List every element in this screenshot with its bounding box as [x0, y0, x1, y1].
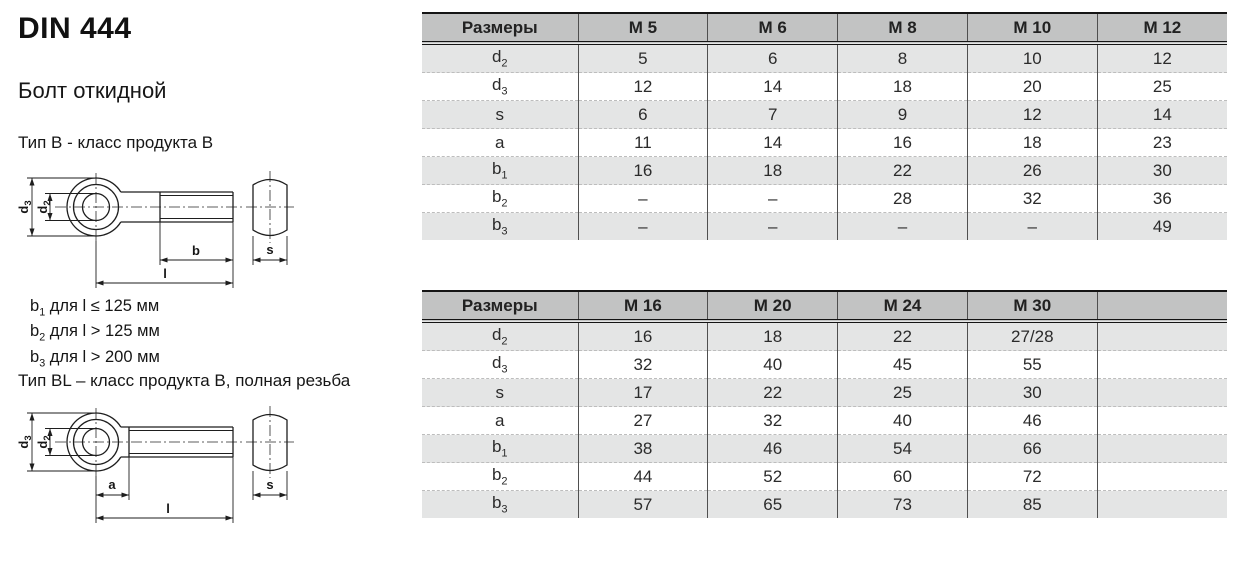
svg-text:a: a	[108, 477, 116, 492]
value-cell: 36	[1097, 185, 1227, 213]
value-cell: 73	[838, 491, 968, 519]
value-cell: 32	[578, 351, 708, 379]
header-row	[422, 13, 1227, 43]
value-cell: 20	[967, 73, 1097, 101]
row-label: $d_2$	[491, 47, 508, 70]
column-header: M 24	[838, 291, 968, 321]
table-row	[422, 185, 1227, 213]
value-cell: 6	[708, 43, 838, 73]
value-cell: 12	[1097, 43, 1227, 73]
row-label: $b_1$	[422, 157, 578, 185]
value-cell: 27/28	[967, 321, 1097, 351]
table-row	[422, 73, 1227, 101]
table-row	[422, 213, 1227, 241]
value-cell: 23	[1097, 129, 1227, 157]
type-bl-drawing	[10, 400, 340, 535]
value-cell: 44	[578, 463, 708, 491]
value-cell: –	[838, 213, 968, 241]
row-label: a	[422, 129, 578, 157]
column-header: M 8	[838, 13, 968, 43]
value-cell: 18	[708, 321, 838, 351]
value-cell: 45	[838, 351, 968, 379]
svg-text:d3: $d_3$	[16, 435, 34, 449]
header-row	[422, 291, 1227, 321]
value-cell: 40	[838, 407, 968, 435]
value-cell: 57	[578, 491, 708, 519]
value-cell: 22	[838, 321, 968, 351]
row-label: a	[422, 407, 578, 435]
value-cell: 14	[1097, 101, 1227, 129]
row-label: $d_3$	[422, 351, 578, 379]
row-label: $b_2$	[422, 185, 578, 213]
value-cell: 85	[967, 491, 1097, 519]
empty-cell	[1097, 435, 1227, 463]
thread-length-notes	[30, 297, 160, 373]
value-cell: 12	[578, 73, 708, 101]
value-cell: 46	[967, 407, 1097, 435]
value-cell: 16	[578, 157, 708, 185]
empty-cell	[1097, 463, 1227, 491]
spec-table	[422, 12, 1227, 240]
dimension-b	[160, 222, 233, 288]
table-row	[422, 435, 1227, 463]
table-row	[422, 129, 1227, 157]
svg-text:l: l	[163, 266, 167, 281]
empty-cell	[1097, 351, 1227, 379]
value-cell: 40	[708, 351, 838, 379]
value-cell: 25	[1097, 73, 1227, 101]
value-cell: 18	[967, 129, 1097, 157]
empty-cell	[1097, 407, 1227, 435]
value-cell: 17	[578, 379, 708, 407]
value-cell: 72	[967, 463, 1097, 491]
value-cell: 66	[967, 435, 1097, 463]
note-line: $b_1$ для l ≤ 125 мм	[30, 297, 160, 319]
value-cell: 32	[967, 185, 1097, 213]
value-cell: 5	[578, 43, 708, 73]
value-cell: 54	[838, 435, 968, 463]
size-table-m16-m30	[422, 290, 1227, 518]
value-cell: 32	[708, 407, 838, 435]
svg-text:d2: $d_2$	[35, 435, 53, 449]
column-header: M 30	[967, 291, 1097, 321]
dimension-s	[253, 471, 287, 500]
column-header: M 10	[967, 13, 1097, 43]
value-cell: 55	[967, 351, 1097, 379]
empty-cell	[1097, 321, 1227, 351]
value-cell: 14	[708, 73, 838, 101]
side-view	[253, 180, 287, 236]
table-row	[422, 101, 1227, 129]
row-label: $b_3$	[422, 213, 578, 241]
value-cell: 22	[838, 157, 968, 185]
value-cell: 18	[838, 73, 968, 101]
value-cell: 6	[578, 101, 708, 129]
value-cell: 9	[838, 101, 968, 129]
spec-table	[422, 290, 1227, 518]
table-row	[422, 43, 1227, 73]
value-cell: 52	[708, 463, 838, 491]
table-row	[422, 157, 1227, 185]
empty-column-header	[1097, 291, 1227, 321]
value-cell: 65	[708, 491, 838, 519]
note-line: $b_3$ для l > 200 мм	[30, 347, 160, 369]
column-header: M 20	[708, 291, 838, 321]
table-row	[422, 351, 1227, 379]
side-view	[253, 415, 287, 471]
value-cell: 49	[1097, 213, 1227, 241]
svg-text:b: b	[192, 243, 200, 258]
type-b-drawing	[10, 165, 340, 300]
value-cell: 14	[708, 129, 838, 157]
column-header: M 6	[708, 13, 838, 43]
dimension-l	[96, 457, 233, 523]
value-cell: 46	[708, 435, 838, 463]
empty-cell	[1097, 379, 1227, 407]
value-cell: –	[708, 213, 838, 241]
table-row	[422, 463, 1227, 491]
value-cell: 7	[708, 101, 838, 129]
table-row	[422, 321, 1227, 351]
value-cell: 8	[838, 43, 968, 73]
row-label: $b_2$	[422, 463, 578, 491]
value-cell: 22	[708, 379, 838, 407]
standard-title: DIN 444	[18, 12, 132, 45]
value-cell: 16	[578, 321, 708, 351]
value-cell: 11	[578, 129, 708, 157]
column-header: M 12	[1097, 13, 1227, 43]
row-label: $b_3$	[422, 491, 578, 519]
value-cell: –	[578, 213, 708, 241]
value-cell: –	[578, 185, 708, 213]
svg-text:d3: $d_3$	[16, 200, 34, 214]
product-title: Болт откидной	[18, 78, 167, 103]
dimension-l	[96, 241, 233, 288]
value-cell: 38	[578, 435, 708, 463]
svg-text:l: l	[166, 501, 170, 516]
table-row	[422, 491, 1227, 519]
value-cell: 16	[838, 129, 968, 157]
value-cell: 30	[967, 379, 1097, 407]
sizes-header: Размеры	[422, 13, 578, 43]
value-cell: 26	[967, 157, 1097, 185]
row-label: $d_3$	[422, 73, 578, 101]
note-line: $b_2$ для l > 125 мм	[30, 322, 160, 344]
empty-cell	[1097, 491, 1227, 519]
table-row	[422, 379, 1227, 407]
row-label: $d_2$	[491, 325, 508, 348]
svg-text:s: s	[266, 242, 274, 257]
row-label: $b_1$	[422, 435, 578, 463]
size-table-m5-m12	[422, 12, 1227, 240]
column-header: M 16	[578, 291, 708, 321]
sizes-header: Размеры	[422, 291, 578, 321]
column-header: M 5	[578, 13, 708, 43]
dimension-s	[253, 236, 287, 265]
value-cell: –	[967, 213, 1097, 241]
value-cell: 12	[967, 101, 1097, 129]
row-label: s	[422, 379, 578, 407]
type-b-heading: Тип B - класс продукта B	[18, 133, 214, 152]
row-label: s	[422, 101, 578, 129]
value-cell: 27	[578, 407, 708, 435]
value-cell: 30	[1097, 157, 1227, 185]
value-cell: 60	[838, 463, 968, 491]
value-cell: 18	[708, 157, 838, 185]
table-row	[422, 407, 1227, 435]
value-cell: 25	[838, 379, 968, 407]
svg-text:s: s	[266, 477, 274, 492]
value-cell: 10	[967, 43, 1097, 73]
value-cell: –	[708, 185, 838, 213]
value-cell: 28	[838, 185, 968, 213]
svg-text:d2: $d_2$	[35, 200, 53, 214]
type-bl-heading: Тип BL – класс продукта B, полная резьба	[18, 371, 351, 390]
